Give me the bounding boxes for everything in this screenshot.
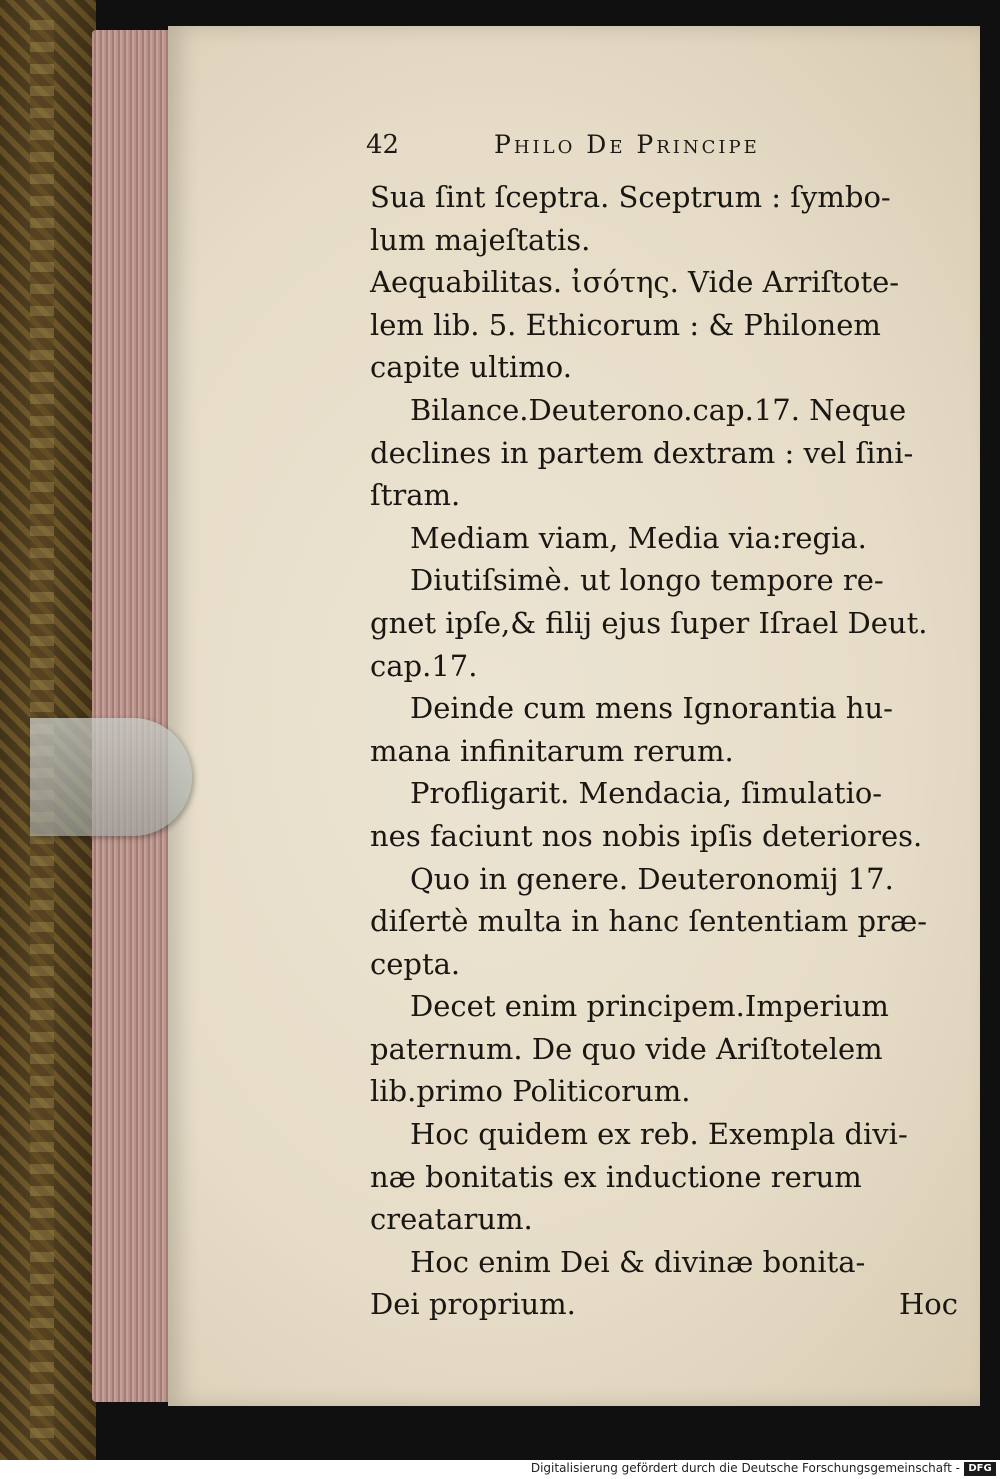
text-line: Sua ſint ſceptra. Sceptrum : ſymbo- [370,180,891,214]
text-line: diſertè multa in hanc ſententiam præ- [370,904,928,939]
text-line: cepta. [370,946,461,981]
page-header [366,130,926,166]
bookmark-tab [30,718,192,836]
text-line: nes faciunt nos nobis ipſis deteriores. [370,818,923,853]
text-line: capite ultimo. [370,350,572,385]
text-line: creatarum. [370,1202,533,1237]
text-line: Hoc enim Dei & divinæ bonita- [410,1244,866,1279]
text-line: cap.17. [370,648,478,683]
text-line: declines in partem dextram : vel ſini- [370,435,914,470]
text-line: Quo in genere. Deuteronomij 17. [410,861,894,896]
text-line: lum majeſtatis. [370,222,591,257]
text-line: mana infinitarum rerum. [370,733,734,768]
text-line: ſtram. [370,478,461,513]
text-block [370,176,970,1326]
text-line: gnet ipſe,& filij ejus ſuper Iſrael Deut. [370,605,928,640]
text-line-content: Dei proprium. [370,1287,576,1322]
page-number: 42 [366,130,400,160]
text-line: næ bonitatis ex inductione rerum [370,1159,862,1194]
text-line: Mediam viam, Media via:regia. [410,520,867,555]
dfg-logo: DFG [964,1462,996,1476]
text-line: Diutiſsimè. ut longo tempore re- [410,563,884,598]
text-line: Aequabilitas. ἰσότης. Vide Arriſtote- [370,265,900,300]
catchword: Hoc [899,1287,958,1322]
digitization-footer [0,1460,1000,1479]
text-line: Decet enim principem.Imperium [410,989,889,1024]
text-line: Hoc quidem ex reb. Exempla divi- [410,1117,908,1152]
text-line-last [370,1283,970,1326]
text-line: Bilance.Deuterono.cap.17. Neque [410,392,907,427]
footer-credit: Digitalisierung gefördert durch die Deutsche Forschungsgemeinschaft - [530,1461,960,1475]
text-line: Profligarit. Mendacia, ſimulatio- [410,776,883,811]
page-edges [92,30,170,1402]
text-line: lib.primo Politicorum. [370,1074,691,1109]
text-line: lem lib. 5. Ethicorum : & Philonem [370,307,881,342]
text-line: Deinde cum mens Ignorantia hu- [410,691,893,726]
text-line: paternum. De quo vide Ariſtotelem [370,1031,883,1066]
running-head: Philo De Principe [494,130,760,159]
